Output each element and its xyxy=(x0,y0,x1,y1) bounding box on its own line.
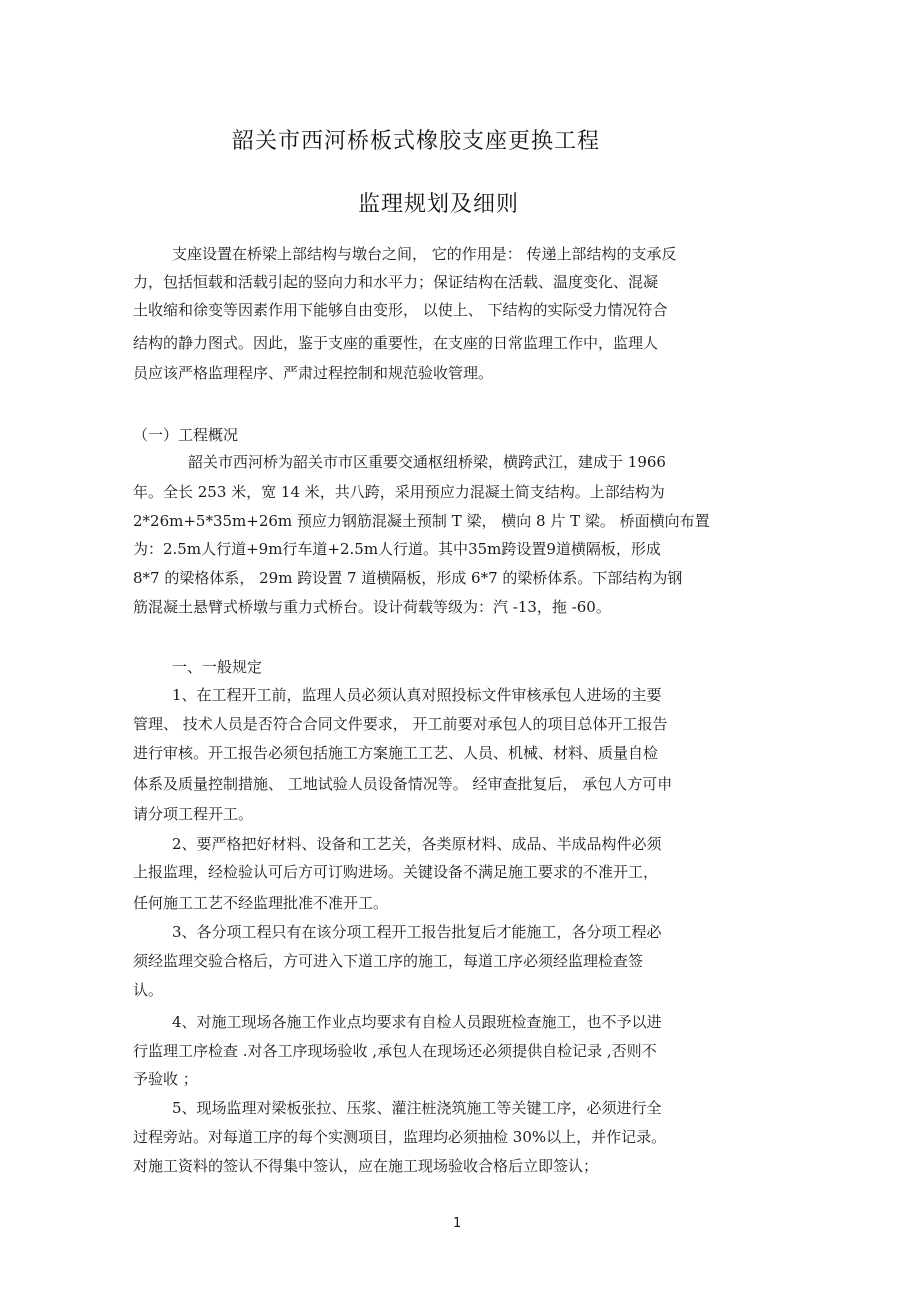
document-title: 韶关市西河桥板式橡胶支座更换工程 xyxy=(232,129,601,154)
section-heading-overview: （一）工程概况 xyxy=(133,426,239,444)
rule-4-line: 4、对施工现场各施工作业点均要求有自检人员跟班检查施工，也不予以进 xyxy=(172,1013,662,1031)
rule-5-line: 过程旁站。对每道工序的每个实测项目，监理均必须抽检 30%以上，并作记录。 xyxy=(133,1128,667,1146)
rule-1-line: 管理、 技术人员是否符合合同文件要求， 开工前要对承包人的项目总体开工报告 xyxy=(133,715,668,733)
rule-2-line: 2、要严格把好材料、设备和工艺关，各类原材料、成品、半成品构件必须 xyxy=(172,835,662,853)
rule-2-line: 上报监理，经检验认可后方可订购进场。关键设备不满足施工要求的不准开工， xyxy=(133,863,659,881)
rule-3-line: 认。 xyxy=(133,981,164,999)
rule-2-line: 任何施工工艺不经监理批准不准开工。 xyxy=(133,894,389,912)
section-heading-general: 一、一般规定 xyxy=(172,658,263,676)
rule-3-line: 须经监理交验合格后，方可进入下道工序的施工，每道工序必须经监理检查签 xyxy=(133,952,644,970)
overview-line: 筋混凝土悬臂式桥墩与重力式桥台。设计荷载等级为：汽 -13，拖 -60。 xyxy=(133,598,611,616)
rule-1-line: 1、在工程开工前，监理人员必须认真对照投标文件审核承包人进场的主要 xyxy=(172,686,662,704)
rule-1-line: 进行审核。开工报告必须包括施工方案施工工艺、人员、机械、材料、质量自检 xyxy=(133,744,659,762)
rule-5-line: 对施工资料的签认不得集中签认，应在施工现场验收合格后立即签认； xyxy=(133,1157,599,1175)
intro-line: 员应该严格监理程序、严肃过程控制和规范验收管理。 xyxy=(133,364,494,382)
page-number: 1 xyxy=(453,1216,462,1231)
overview-line: 韶关市西河桥为韶关市市区重要交通枢纽桥梁，横跨武江，建成于 1966 xyxy=(188,453,666,471)
rule-1-line: 体系及质量控制措施、 工地试验人员设备情况等。 经审查批复后， 承包人方可申 xyxy=(133,775,673,793)
rule-5-line: 5、现场监理对梁板张拉、压浆、灌注桩浇筑施工等关键工序，必须进行全 xyxy=(172,1099,662,1117)
overview-line: 为：2.5m人行道+9m行车道+2.5m人行道。其中35m跨设置9道横隔板，形成 xyxy=(133,540,661,558)
overview-line: 年。全长 253 米，宽 14 米，共八跨，采用预应力混凝土简支结构。上部结构为 xyxy=(133,483,665,501)
overview-line: 2*26m+5*35m+26m 预应力钢筋混凝土预制 T 梁， 横向 8 片 T 梁。 桥面横向布置 xyxy=(133,512,710,530)
intro-line: 结构的静力图式。因此，鉴于支座的重要性，在支座的日常监理工作中，监理人 xyxy=(133,334,659,352)
intro-line: 土收缩和徐变等因素作用下能够自由变形， 以使上、 下结构的实际受力情况符合 xyxy=(133,301,668,319)
document-subtitle: 监理规划及细则 xyxy=(358,192,520,217)
rule-3-line: 3、各分项工程只有在该分项工程开工报告批复后才能施工，各分项工程必 xyxy=(172,923,662,941)
rule-4-line: 行监理工序检查 .对各工序现场验收 ,承包人在现场还必须提供自检记录 ,否则不 xyxy=(133,1042,657,1060)
overview-line: 8*7 的梁格体系， 29m 跨设置 7 道横隔板，形成 6*7 的梁桥体系。下部结构为钢 xyxy=(133,569,683,587)
intro-line: 力，包括恒载和活载引起的竖向力和水平力；保证结构在活载、温度变化、混凝 xyxy=(133,273,659,291)
rule-1-line: 请分项工程开工。 xyxy=(133,805,254,823)
rule-4-line: 予验收 ； xyxy=(133,1070,198,1088)
intro-line: 支座设置在桥梁上部结构与墩台之间， 它的作用是： 传递上部结构的支承反 xyxy=(172,245,677,263)
